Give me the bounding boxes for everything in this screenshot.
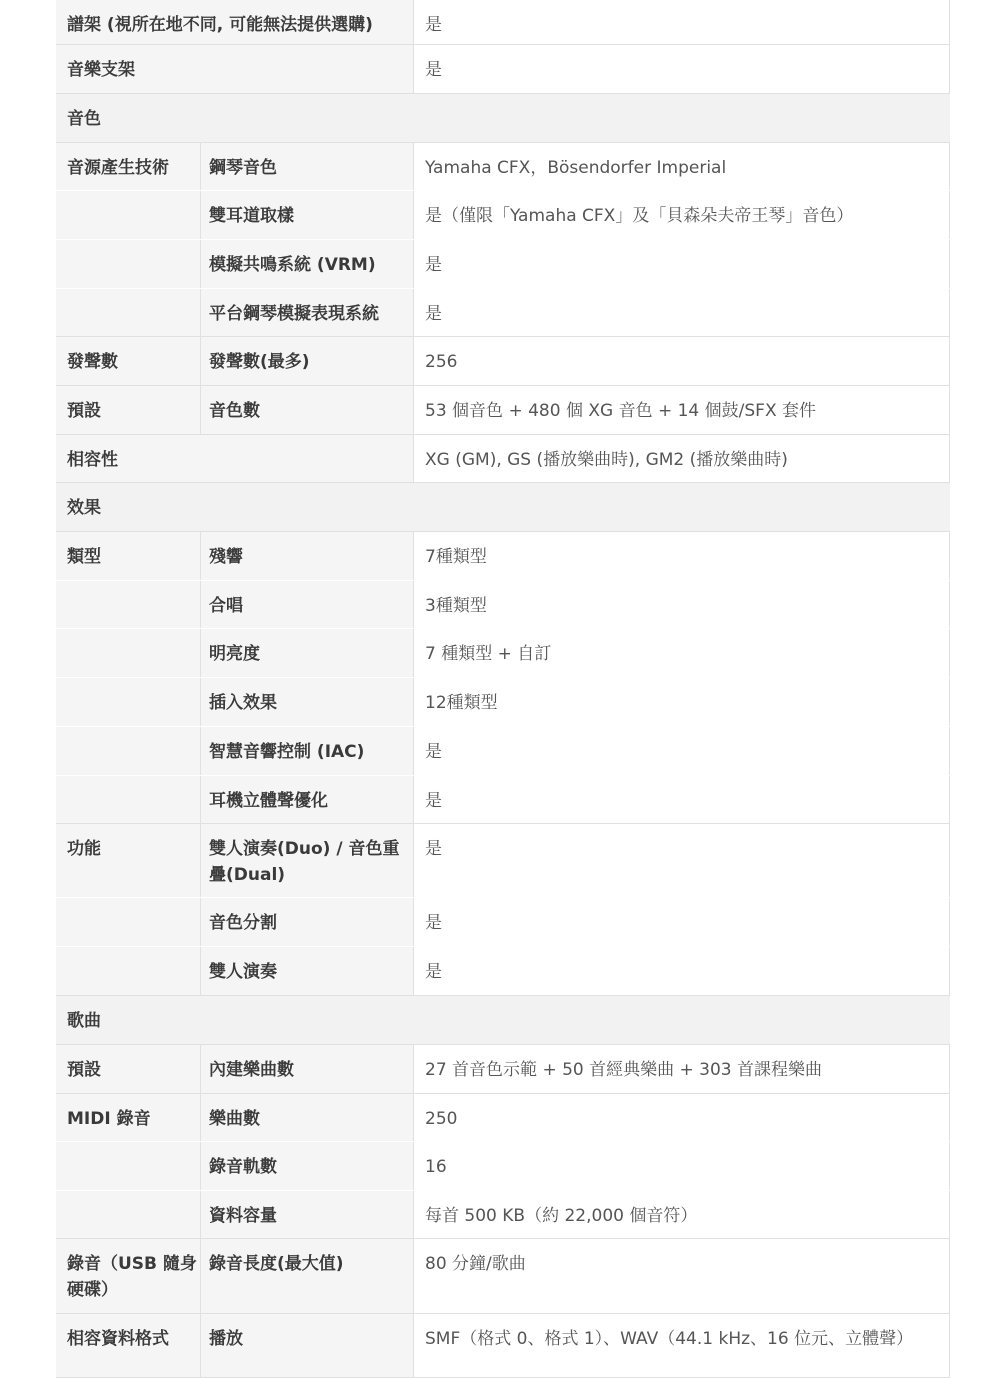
sub-label: 內建樂曲數: [200, 1045, 414, 1093]
sub-label: 耳機立體聲優化: [200, 776, 414, 823]
row-value: 是: [414, 727, 950, 775]
row-value: 7 種類型 + 自訂: [414, 629, 950, 677]
row-value: SMF（格式 0、格式 1）、WAV（44.1 kHz、16 位元、立體聲）: [414, 1314, 950, 1377]
group-label: [56, 727, 200, 775]
section-row: [56, 996, 950, 1045]
section-heading: 歌曲: [56, 996, 950, 1044]
row-value: 每首 500 KB（約 22,000 個音符）: [414, 1191, 950, 1238]
sub-label: 平台鋼琴模擬表現系統: [200, 289, 414, 336]
group-label: 預設: [56, 1045, 200, 1093]
row-value: 16: [414, 1142, 950, 1190]
group-label: [56, 678, 200, 726]
section-row: [56, 483, 950, 532]
group-label: [56, 240, 200, 288]
row-value: 53 個音色 + 480 個 XG 音色 + 14 個鼓/SFX 套件: [414, 386, 950, 434]
sub-label: 音色數: [200, 386, 414, 434]
sub-label: 資料容量: [200, 1191, 414, 1238]
group-label: [56, 1191, 200, 1238]
group-label: 音源產生技術: [56, 143, 200, 190]
sub-label: 鋼琴音色: [200, 143, 414, 190]
group-label: 錄音（USB 隨身硬碟）: [56, 1239, 200, 1313]
table-row: [56, 1045, 950, 1094]
row-value: 是: [414, 240, 950, 288]
row-value: 3種類型: [414, 581, 950, 628]
sub-label: 智慧音響控制 (IAC): [200, 727, 414, 775]
sub-label: 殘響: [200, 532, 414, 580]
table-row: [56, 143, 950, 191]
table-row: [56, 727, 950, 776]
group-label: [56, 289, 200, 336]
row-label: 相容性: [56, 435, 414, 482]
group-label: [56, 581, 200, 628]
table-row: [56, 1094, 950, 1142]
table-row: [56, 898, 950, 947]
row-value: 7種類型: [414, 532, 950, 580]
group-label: [56, 947, 200, 995]
group-label: 發聲數: [56, 337, 200, 385]
group-label: 預設: [56, 386, 200, 434]
group-label: MIDI 錄音: [56, 1094, 200, 1141]
spec-table: [56, 0, 950, 1378]
row-value: 是: [414, 947, 950, 995]
row-value: 256: [414, 337, 950, 385]
table-row: [56, 337, 950, 386]
sub-label: 錄音長度(最大值): [200, 1239, 414, 1313]
row-value: 80 分鐘/歌曲: [414, 1239, 950, 1313]
table-row: [56, 1314, 950, 1378]
sub-label: 插入效果: [200, 678, 414, 726]
sub-label: 模擬共鳴系統 (VRM): [200, 240, 414, 288]
table-row: [56, 824, 950, 898]
table-row: [56, 386, 950, 435]
row-value: 是: [414, 0, 950, 44]
row-value: 是: [414, 824, 950, 897]
row-value: XG (GM), GS (播放樂曲時), GM2 (播放樂曲時): [414, 435, 950, 482]
table-row: [56, 0, 950, 45]
sub-label: 樂曲數: [200, 1094, 414, 1141]
row-value: Yamaha CFX，Bösendorfer Imperial: [414, 143, 950, 190]
sub-label: 雙人演奏: [200, 947, 414, 995]
sub-label: 播放: [200, 1314, 414, 1377]
table-row: [56, 289, 950, 337]
group-label: [56, 1142, 200, 1190]
table-row: [56, 1142, 950, 1191]
sub-label: 發聲數(最多): [200, 337, 414, 385]
table-row: [56, 581, 950, 629]
row-value: 是（僅限「Yamaha CFX」及「貝森朵夫帝王琴」音色）: [414, 191, 950, 239]
table-row: [56, 435, 950, 483]
sub-label: 合唱: [200, 581, 414, 628]
group-label: 相容資料格式: [56, 1314, 200, 1377]
row-value: 12種類型: [414, 678, 950, 726]
table-row: [56, 678, 950, 727]
sub-label: 明亮度: [200, 629, 414, 677]
table-row: [56, 240, 950, 289]
table-row: [56, 1191, 950, 1239]
group-label: 功能: [56, 824, 200, 897]
row-value: 是: [414, 898, 950, 946]
group-label: 類型: [56, 532, 200, 580]
row-label: 譜架 (視所在地不同, 可能無法提供選購): [56, 0, 414, 44]
sub-label: 錄音軌數: [200, 1142, 414, 1190]
table-row: [56, 629, 950, 678]
row-value: 是: [414, 289, 950, 336]
row-value: 是: [414, 45, 950, 93]
sub-label: 音色分割: [200, 898, 414, 946]
group-label: [56, 629, 200, 677]
group-label: [56, 898, 200, 946]
table-row: [56, 776, 950, 824]
group-label: [56, 191, 200, 239]
row-label: 音樂支架: [56, 45, 414, 93]
table-row: [56, 1239, 950, 1314]
row-value: 250: [414, 1094, 950, 1141]
table-row: [56, 947, 950, 996]
row-value: 是: [414, 776, 950, 823]
table-row: [56, 191, 950, 240]
section-row: [56, 94, 950, 143]
group-label: [56, 776, 200, 823]
sub-label: 雙人演奏(Duo) / 音色重疊(Dual): [200, 824, 414, 897]
sub-label: 雙耳道取樣: [200, 191, 414, 239]
row-value: 27 首音色示範 + 50 首經典樂曲 + 303 首課程樂曲: [414, 1045, 950, 1093]
section-heading: 效果: [56, 483, 950, 531]
table-row: [56, 45, 950, 94]
table-row: [56, 532, 950, 581]
section-heading: 音色: [56, 94, 950, 142]
